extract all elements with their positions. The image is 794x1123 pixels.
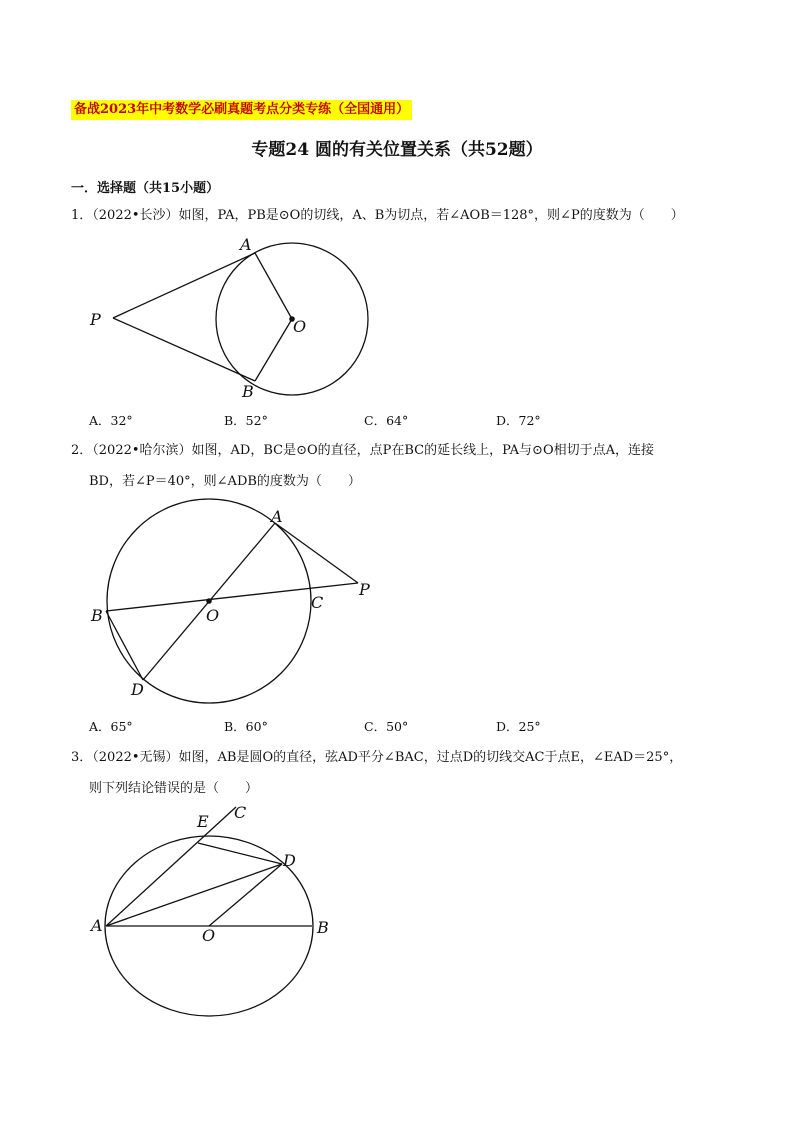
q2-chord-bd bbox=[106, 611, 143, 680]
q1-label-p: P bbox=[90, 310, 101, 329]
question-1-figure bbox=[80, 232, 360, 402]
question-3-line-2: 则下列结论错误的是（ ） bbox=[89, 781, 259, 796]
q1-label-o: O bbox=[293, 317, 307, 336]
q2-label-o: O bbox=[206, 606, 220, 625]
q1-option-a: A．32° bbox=[89, 413, 133, 428]
section-heading: 一．选择题（共15小题） bbox=[71, 181, 220, 196]
q2-label-p: P bbox=[359, 580, 370, 599]
q1-tangent-pb bbox=[113, 318, 255, 381]
q3-label-e: E bbox=[197, 812, 209, 831]
q2-option-b: B．60° bbox=[224, 719, 268, 734]
q1-tangent-pa bbox=[113, 253, 255, 318]
q1-option-d: D．72° bbox=[496, 413, 541, 428]
q1-option-b: B．52° bbox=[224, 413, 268, 428]
q2-center-dot bbox=[206, 598, 212, 604]
question-3-figure bbox=[88, 800, 348, 1030]
q3-line-ac bbox=[106, 807, 236, 926]
q2-option-a: A．65° bbox=[89, 719, 133, 734]
q3-radius-od bbox=[209, 864, 282, 926]
q2-label-a: A bbox=[271, 507, 283, 526]
q2-label-c: C bbox=[311, 593, 324, 612]
q1-label-b: B bbox=[242, 382, 254, 401]
q2-tangent-pa bbox=[275, 523, 358, 583]
q3-label-b: B bbox=[317, 918, 329, 937]
question-2-line-2: BD，若∠P＝40°，则∠ADB的度数为（ ） bbox=[89, 474, 361, 489]
q2-label-b: B bbox=[91, 606, 103, 625]
q3-chord-ad bbox=[106, 864, 282, 926]
q1-radius-ob bbox=[255, 319, 292, 381]
q3-tangent-de bbox=[198, 843, 282, 864]
question-2-figure bbox=[88, 500, 388, 705]
page-title: 专题24 圆的有关位置关系（共52题） bbox=[251, 140, 543, 160]
q1-label-a: A bbox=[240, 235, 252, 254]
question-1-text: 1．（2022•长沙）如图，PA，PB是⊙O的切线，A、B为切点，若∠AOB＝128°，则∠P的度数为（ ） bbox=[71, 208, 684, 223]
q2-label-d: D bbox=[131, 680, 144, 699]
q2-option-d: D．25° bbox=[496, 719, 541, 734]
q3-label-a: A bbox=[91, 916, 103, 935]
q3-label-o: O bbox=[202, 926, 216, 945]
q3-label-c: C bbox=[234, 803, 247, 822]
q1-radius-oa bbox=[255, 253, 292, 319]
q1-option-c: C．64° bbox=[364, 413, 409, 428]
question-3-line-1: 3．（2022•无锡）如图，AB是圆O的直径，弦AD平分∠BAC，过点D的切线交AC于点E，∠EAD＝25°， bbox=[71, 750, 683, 765]
series-banner: 备战2023年中考数学必刷真题考点分类专练（全国通用） bbox=[71, 100, 412, 120]
question-2-line-1: 2．（2022•哈尔滨）如图，AD，BC是⊙O的直径，点P在BC的延长线上，PA与⊙O相切于点A，连接 bbox=[71, 443, 654, 458]
q3-label-d: D bbox=[283, 851, 296, 870]
q2-option-c: C．50° bbox=[364, 719, 409, 734]
